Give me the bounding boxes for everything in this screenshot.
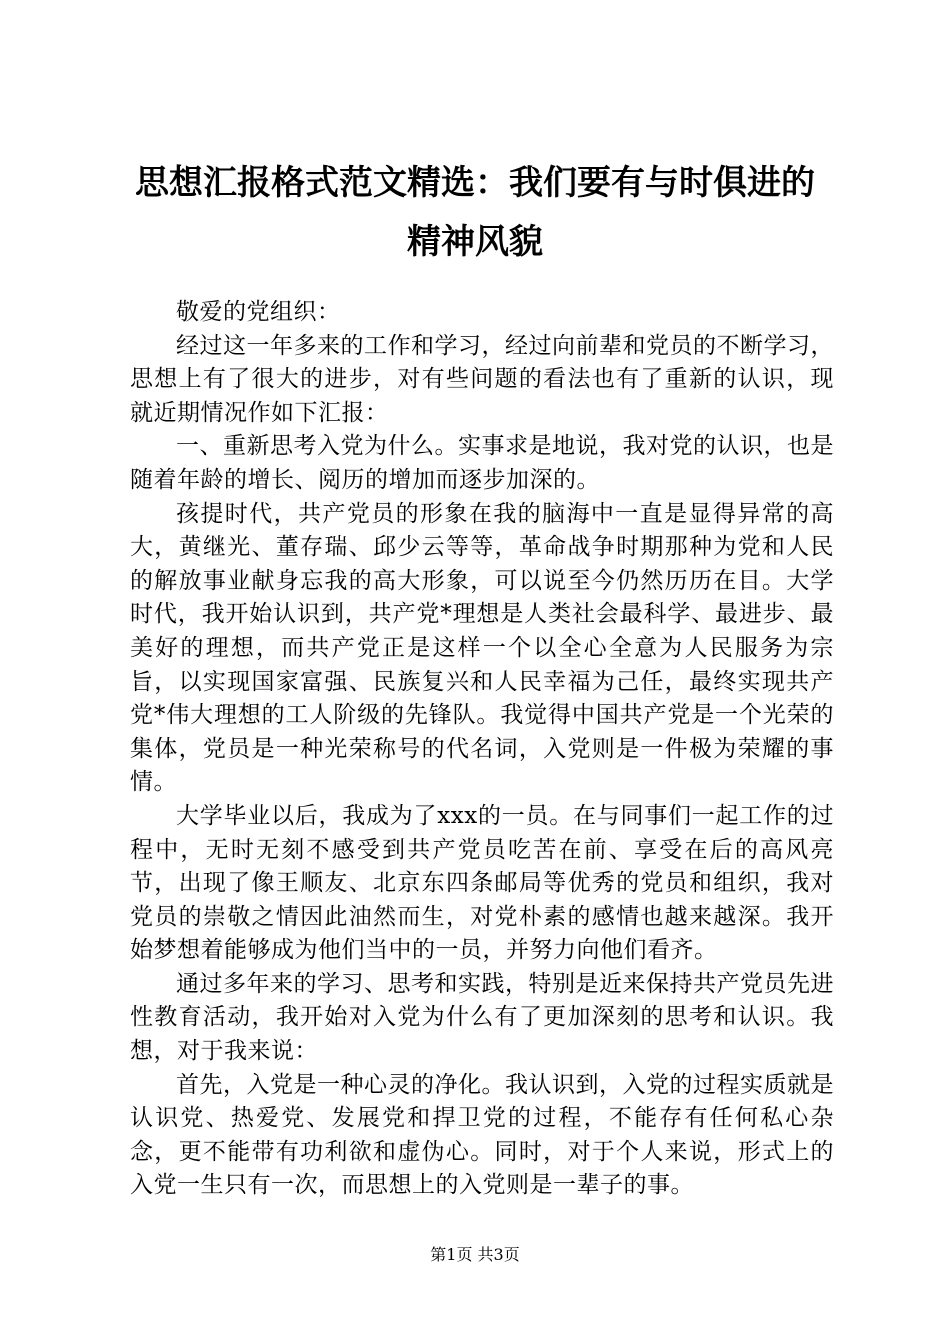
document-body (130, 296, 834, 1203)
paragraph: 首先，入党是一种心灵的净化。我认识到，入党的过程实质就是认识党、热爱党、发展党和捍卫党的过程，不能存有任何私心杂念，更不能带有功利欲和虚伪心。同时，对于个人来说，形式上的入党一生只有一次，而思想上的入党则是一辈子的事。 (130, 1071, 834, 1199)
paragraph: 通过多年来的学习、思考和实践，特别是近来保持共产党员先进性教育活动，我开始对入党为什么有了更加深刻的思考和认识。我想，对于我来说： (130, 970, 834, 1065)
document-title-line-2: 精神风貌 (407, 222, 543, 262)
paragraph: 孩提时代，共产党员的形象在我的脑海中一直是显得异常的高大，黄继光、董存瑞、邱少云等等，革命战争时期那种为党和人民的解放事业献身忘我的高大形象，可以说至今仍然历历在目。大学时代，我开始认识到，共产党*理想是人类社会最科学、最进步、最美好的理想，而共产党正是这样一个以全心全意为人民服务为宗旨，以实现国家富强、民族复兴和人民幸福为己任，最终实现共产党*伟大理想的工人阶级的先锋队。我觉得中国共产党是一个光荣的集体，党员是一种光荣称号的代名词，入党则是一件极为荣耀的事情。 (130, 500, 834, 796)
salutation: 敬爱的党组织： (176, 299, 341, 325)
paragraph: 一、重新思考入党为什么。实事求是地说，我对党的认识，也是随着年龄的增长、阅历的增加而逐步加深的。 (130, 433, 834, 493)
paragraph: 大学毕业以后，我成为了xxx的一员。在与同事们一起工作的过程中，无时无刻不感受到共产党员吃苦在前、享受在后的高风亮节，出现了像王顺友、北京东四条邮局等优秀的党员和组织，我对党员的崇敬之情因此油然而生，对党朴素的感情也越来越深。我开始梦想着能够成为他们当中的一员，并努力向他们看齐。 (130, 802, 834, 964)
paragraph: 经过这一年多来的工作和学习，经过向前辈和党员的不断学习，思想上有了很大的进步，对有些问题的看法也有了重新的认识，现就近期情况作如下汇报： (130, 332, 834, 426)
page-number-footer: 第1页 共3页 (430, 1245, 520, 1264)
document-title-line-1: 思想汇报格式范文精选：我们要有与时俱进的 (135, 163, 815, 203)
